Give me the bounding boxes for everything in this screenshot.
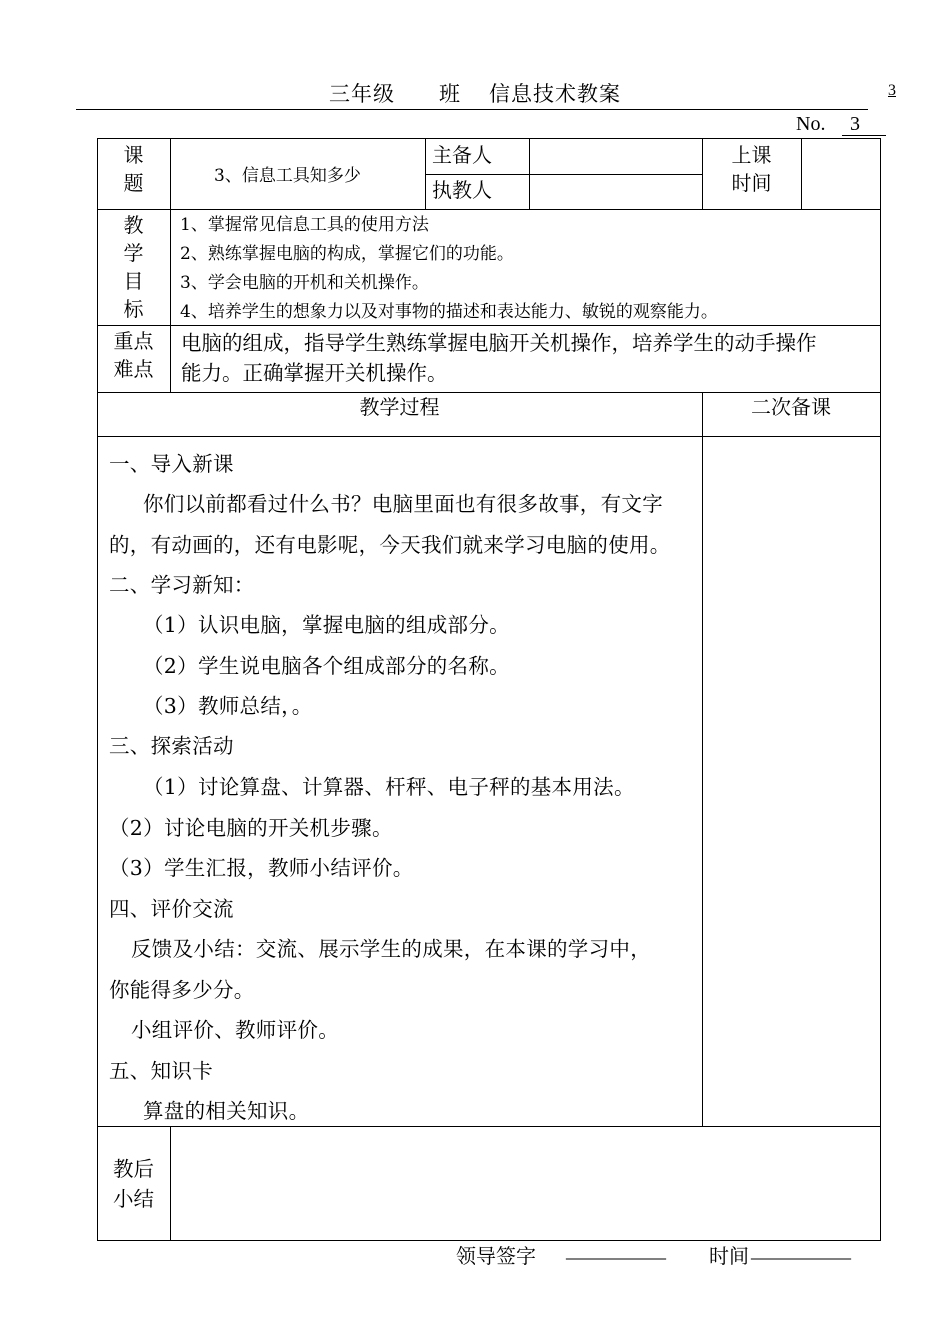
process-line: 你们以前都看过什么书？电脑里面也有很多故事，有文字 — [143, 492, 663, 516]
process-line: 的，有动画的，还有电影呢，今天我们就来学习电脑的使用。 — [109, 533, 671, 557]
preparer-label: 主备人 — [432, 143, 492, 167]
col-divider — [801, 138, 802, 210]
col-divider — [425, 138, 426, 210]
col-divider — [170, 138, 171, 393]
process-line: （1）讨论算盘、计算器、杆秤、电子秤的基本用法。 — [143, 775, 635, 799]
objective-item: 3、学会电脑的开机和关机操作。 — [180, 273, 429, 293]
key-points-label — [97, 327, 170, 383]
topic-label-char: 题 — [123, 171, 144, 195]
key-points-text — [181, 328, 877, 388]
objectives-label — [97, 211, 170, 323]
row-divider — [425, 174, 703, 175]
objectives-label-char: 目 — [123, 269, 144, 293]
process-line: 反馈及小结：交流、展示学生的成果，在本课的学习中， — [131, 937, 651, 961]
signature-label: 领导签字 — [456, 1244, 536, 1268]
objective-item: 1、掌握常见信息工具的使用方法 — [180, 215, 429, 235]
subject-label: 信息技术教案 — [489, 82, 621, 106]
process-line: （2）学生说电脑各个组成部分的名称。 — [143, 654, 510, 678]
page-number: 3 — [888, 82, 896, 99]
summary-label — [97, 1154, 170, 1214]
table-border-top — [97, 138, 881, 139]
no-label: No. — [796, 113, 826, 135]
signature-blank: __________ — [566, 1240, 666, 1262]
process-line: （3）学生汇报，教师小结评价。 — [109, 856, 414, 880]
row-divider — [97, 1126, 881, 1127]
summary-label-line: 教后 — [113, 1157, 154, 1181]
objectives-label-char: 标 — [123, 297, 144, 321]
objectives-list — [180, 211, 876, 327]
key-points-label-line: 重点 — [113, 329, 154, 353]
key-points-line: 电脑的组成，指导学生熟练掌握电脑开关机操作，培养学生的动手操作 — [181, 331, 817, 355]
summary-label-line: 小结 — [113, 1187, 154, 1211]
process-header: 教学过程 — [359, 395, 440, 419]
class-time-label-line: 上课 — [731, 143, 772, 167]
no-value: 3 — [842, 113, 886, 136]
topic-label-char: 课 — [123, 143, 144, 167]
process-line: 算盘的相关知识。 — [143, 1099, 310, 1123]
page-header-title — [0, 78, 950, 108]
process-line: （3）教师总结，。 — [143, 694, 313, 718]
header-rule — [76, 109, 868, 110]
secondary-prep-header: 二次备课 — [751, 395, 831, 419]
table-border-right — [880, 138, 881, 1241]
col-divider — [170, 1126, 171, 1241]
process-line: （2）讨论电脑的开关机步骤。 — [109, 816, 393, 840]
row-divider — [97, 436, 881, 437]
key-points-label-line: 难点 — [113, 357, 154, 381]
process-line: 一、导入新课 — [109, 452, 234, 476]
time-label: 时间 — [709, 1244, 749, 1268]
process-line: 你能得多少分。 — [109, 978, 255, 1002]
process-line: 小组评价、教师评价。 — [131, 1018, 339, 1042]
process-line: 五、知识卡 — [109, 1059, 213, 1083]
class-time-label-line: 时间 — [731, 171, 772, 195]
process-line: 三、探索活动 — [109, 734, 234, 758]
process-line: （1）认识电脑，掌握电脑的组成部分。 — [143, 613, 510, 637]
grade-label: 三年级 — [329, 82, 395, 106]
topic-value: 3、信息工具知多少 — [214, 166, 361, 186]
objectives-label-char: 学 — [123, 241, 144, 265]
time-blank: __________ — [751, 1240, 851, 1262]
process-line: 二、学习新知： — [109, 573, 255, 597]
process-line: 四、评价交流 — [109, 897, 234, 921]
key-points-line: 能力。正确掌握开关机操作。 — [181, 361, 448, 385]
col-divider — [529, 138, 530, 210]
objectives-label-char: 教 — [123, 213, 144, 237]
class-label: 班 — [439, 82, 461, 106]
objective-item: 4、培养学生的想象力以及对事物的描述和表达能力、敏锐的观察能力。 — [180, 302, 718, 322]
objective-item: 2、熟练掌握电脑的构成，掌握它们的功能。 — [180, 244, 514, 264]
topic-label — [97, 141, 170, 197]
row-divider — [97, 209, 881, 210]
class-time-label — [702, 141, 801, 197]
teacher-label: 执教人 — [432, 178, 492, 202]
col-divider — [702, 392, 703, 1127]
